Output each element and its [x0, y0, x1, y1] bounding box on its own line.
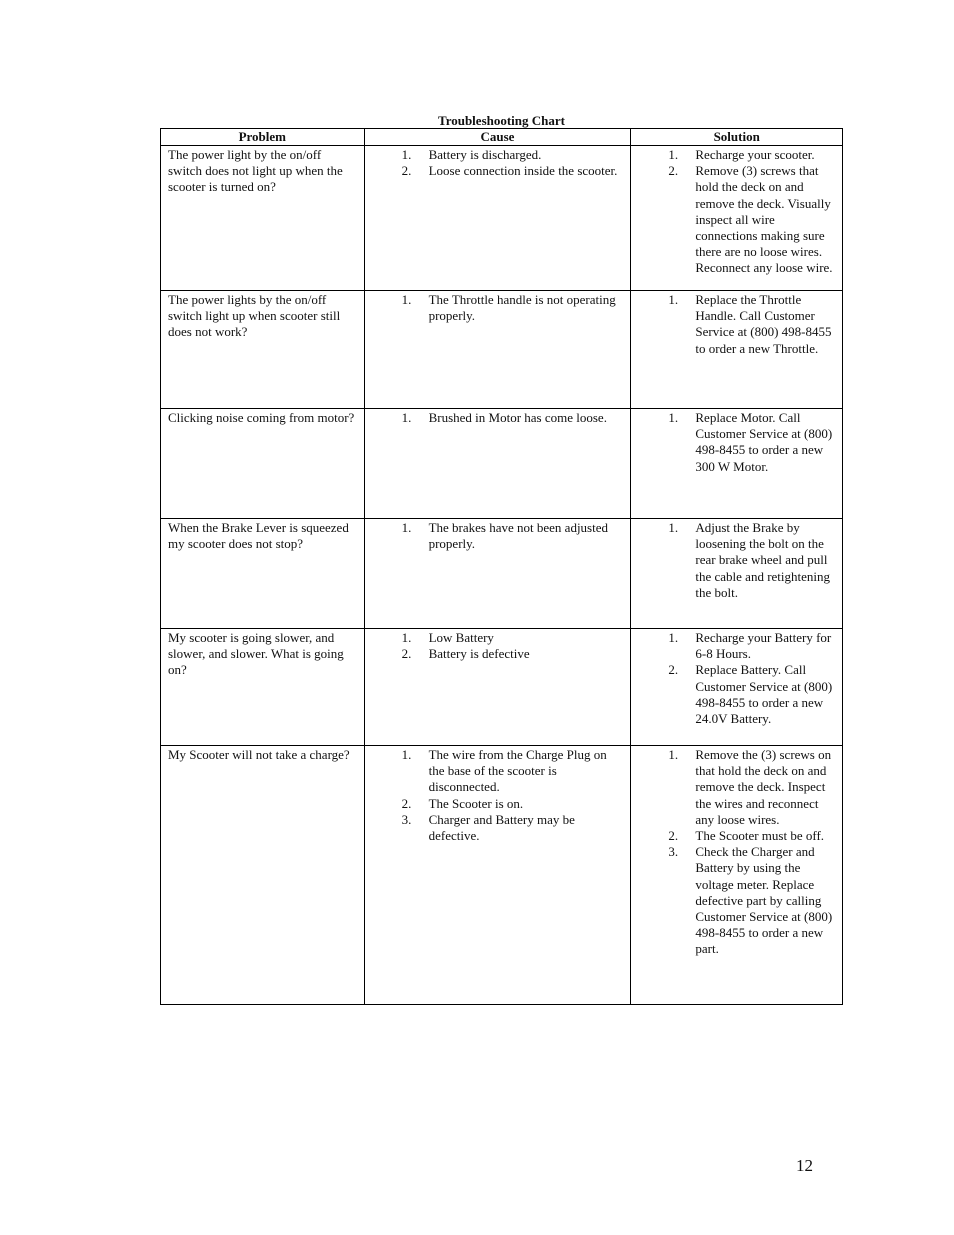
cause-item	[365, 646, 631, 662]
solution-item-text: Adjust the Brake by loosening the bolt on the rear brake wheel and pull the cable and retightening the bolt.	[695, 520, 831, 600]
table-row	[161, 409, 843, 519]
table-row	[161, 519, 843, 629]
cause-item-number: 2.	[401, 795, 412, 811]
solution-item-text: Recharge your Battery for 6-8 Hours.	[695, 630, 832, 662]
cause-item-number: 3.	[401, 811, 412, 827]
cause-item-text: Battery is discharged.	[428, 147, 542, 162]
solution-item	[631, 844, 842, 957]
solution-item-text: The Scooter must be off.	[695, 828, 825, 844]
troubleshooting-table	[160, 128, 843, 1005]
solution-cell-list	[631, 147, 842, 277]
cause-cell	[364, 519, 631, 629]
problem-cell	[161, 746, 365, 1005]
solution-cell-list	[631, 630, 842, 727]
cause-item-text: Loose connection inside the scooter.	[428, 163, 618, 179]
problem-text: My scooter is going slower, and slower, and slower. What is going on?	[168, 630, 344, 678]
solution-item	[631, 630, 842, 662]
cause-item-number: 2.	[401, 163, 412, 179]
solution-cell-list	[631, 410, 842, 475]
cause-cell-list	[365, 747, 631, 844]
cause-cell-list	[365, 292, 631, 324]
solution-item-text: Remove (3) screws that hold the deck on and remove the deck. Visually inspect all wire connections making sure there are no loose wires. Reconnect any loose wire.	[695, 163, 833, 276]
solution-item-text: Check the Charger and Battery by using the voltage meter. Replace defective part by calling Customer Service at (800) 498-8455 to order a new part.	[695, 844, 833, 957]
solution-cell	[631, 629, 843, 746]
chart-title: Troubleshooting Chart	[437, 113, 565, 128]
solution-item	[631, 828, 842, 844]
solution-item-number: 1.	[668, 147, 679, 162]
table-row	[161, 629, 843, 746]
solution-item-number: 2.	[668, 163, 679, 179]
solution-item-text: Remove the (3) screws on that hold the deck on and remove the deck. Inspect the wires and reconnect any loose wires.	[695, 747, 832, 827]
header-problem: Problem	[161, 129, 365, 146]
cause-cell-list	[365, 630, 631, 662]
problem-text: Clicking noise coming from motor?	[168, 410, 355, 425]
solution-item-number: 1.	[668, 520, 679, 535]
cause-item-text: The wire from the Charge Plug on the base of the scooter is disconnected.	[428, 747, 607, 795]
solution-cell-list	[631, 747, 842, 958]
solution-item-text: Replace the Throttle Handle. Call Customer Service at (800) 498-8455 to order a new Throttle.	[695, 292, 832, 356]
solution-cell	[631, 146, 843, 291]
problem-text: The power light by the on/off switch does not light up when the scooter is turned on?	[168, 147, 343, 195]
problem-cell	[161, 519, 365, 629]
page-number: 12	[796, 1156, 813, 1175]
table-row	[161, 291, 843, 409]
cause-item-number: 1.	[401, 410, 412, 425]
cause-cell	[364, 629, 631, 746]
cause-item-number: 2.	[401, 646, 412, 662]
cause-item	[365, 292, 631, 324]
table-row	[161, 146, 843, 291]
problem-cell	[161, 291, 365, 409]
cause-item-number: 1.	[401, 520, 412, 535]
solution-cell	[631, 409, 843, 519]
solution-item-number: 2.	[668, 828, 679, 844]
solution-item	[631, 662, 842, 727]
solution-item-number: 3.	[668, 844, 679, 860]
solution-item-number: 1.	[668, 410, 679, 425]
cause-item-number: 1.	[401, 147, 412, 162]
cause-item-text: Battery is defective	[428, 646, 530, 662]
header-cause: Cause	[364, 129, 631, 146]
solution-item-text: Replace Battery. Call Customer Service at (800) 498-8455 to order a new 24.0V Battery.	[695, 662, 833, 727]
cause-item-text: The Throttle handle is not operating properly.	[428, 292, 616, 324]
cause-cell	[364, 409, 631, 519]
cause-item	[365, 520, 631, 552]
cause-cell-list	[365, 410, 631, 426]
solution-item-text: Recharge your scooter.	[695, 147, 815, 162]
solution-cell	[631, 746, 843, 1005]
problem-text: The power lights by the on/off switch light up when scooter still does not work?	[168, 292, 341, 340]
solution-item-number: 2.	[668, 662, 679, 678]
header-solution: Solution	[631, 129, 843, 146]
problem-text: My Scooter will not take a charge?	[168, 747, 350, 762]
cause-item-text: The brakes have not been adjusted properly.	[428, 520, 608, 552]
solution-cell	[631, 291, 843, 409]
solution-item-number: 1.	[668, 292, 679, 307]
solution-item	[631, 147, 842, 163]
solution-item-number: 1.	[668, 747, 679, 762]
cause-cell	[364, 746, 631, 1005]
cause-item	[365, 796, 631, 812]
cause-item-text: Low Battery	[428, 630, 494, 645]
solution-item	[631, 410, 842, 475]
cause-item	[365, 410, 631, 426]
cause-item-number: 1.	[401, 292, 412, 307]
solution-cell	[631, 519, 843, 629]
problem-cell	[161, 409, 365, 519]
problem-cell	[161, 146, 365, 291]
solution-item-text: Replace Motor. Call Customer Service at (800) 498-8455 to order a new 300 W Motor.	[695, 410, 833, 474]
cause-cell	[364, 291, 631, 409]
cause-item-number: 1.	[401, 630, 412, 645]
problem-text: When the Brake Lever is squeezed my scooter does not stop?	[168, 520, 349, 552]
cause-item	[365, 812, 631, 844]
cause-cell-list	[365, 147, 631, 179]
cause-item	[365, 747, 631, 796]
table-row	[161, 746, 843, 1005]
cause-item-text: The Scooter is on.	[428, 795, 524, 811]
cause-cell-list	[365, 520, 631, 552]
solution-item	[631, 747, 842, 828]
cause-cell	[364, 146, 631, 291]
cause-item	[365, 630, 631, 646]
cause-item	[365, 147, 631, 163]
problem-cell	[161, 629, 365, 746]
solution-item	[631, 163, 842, 276]
cause-item-number: 1.	[401, 747, 412, 762]
solution-item	[631, 520, 842, 601]
solution-item-number: 1.	[668, 630, 679, 645]
solution-item	[631, 292, 842, 357]
solution-cell-list	[631, 292, 842, 357]
cause-item-text: Charger and Battery may be defective.	[428, 811, 575, 844]
cause-item-text: Brushed in Motor has come loose.	[428, 410, 607, 425]
table-header-row	[161, 129, 843, 146]
solution-cell-list	[631, 520, 842, 601]
cause-item	[365, 163, 631, 179]
